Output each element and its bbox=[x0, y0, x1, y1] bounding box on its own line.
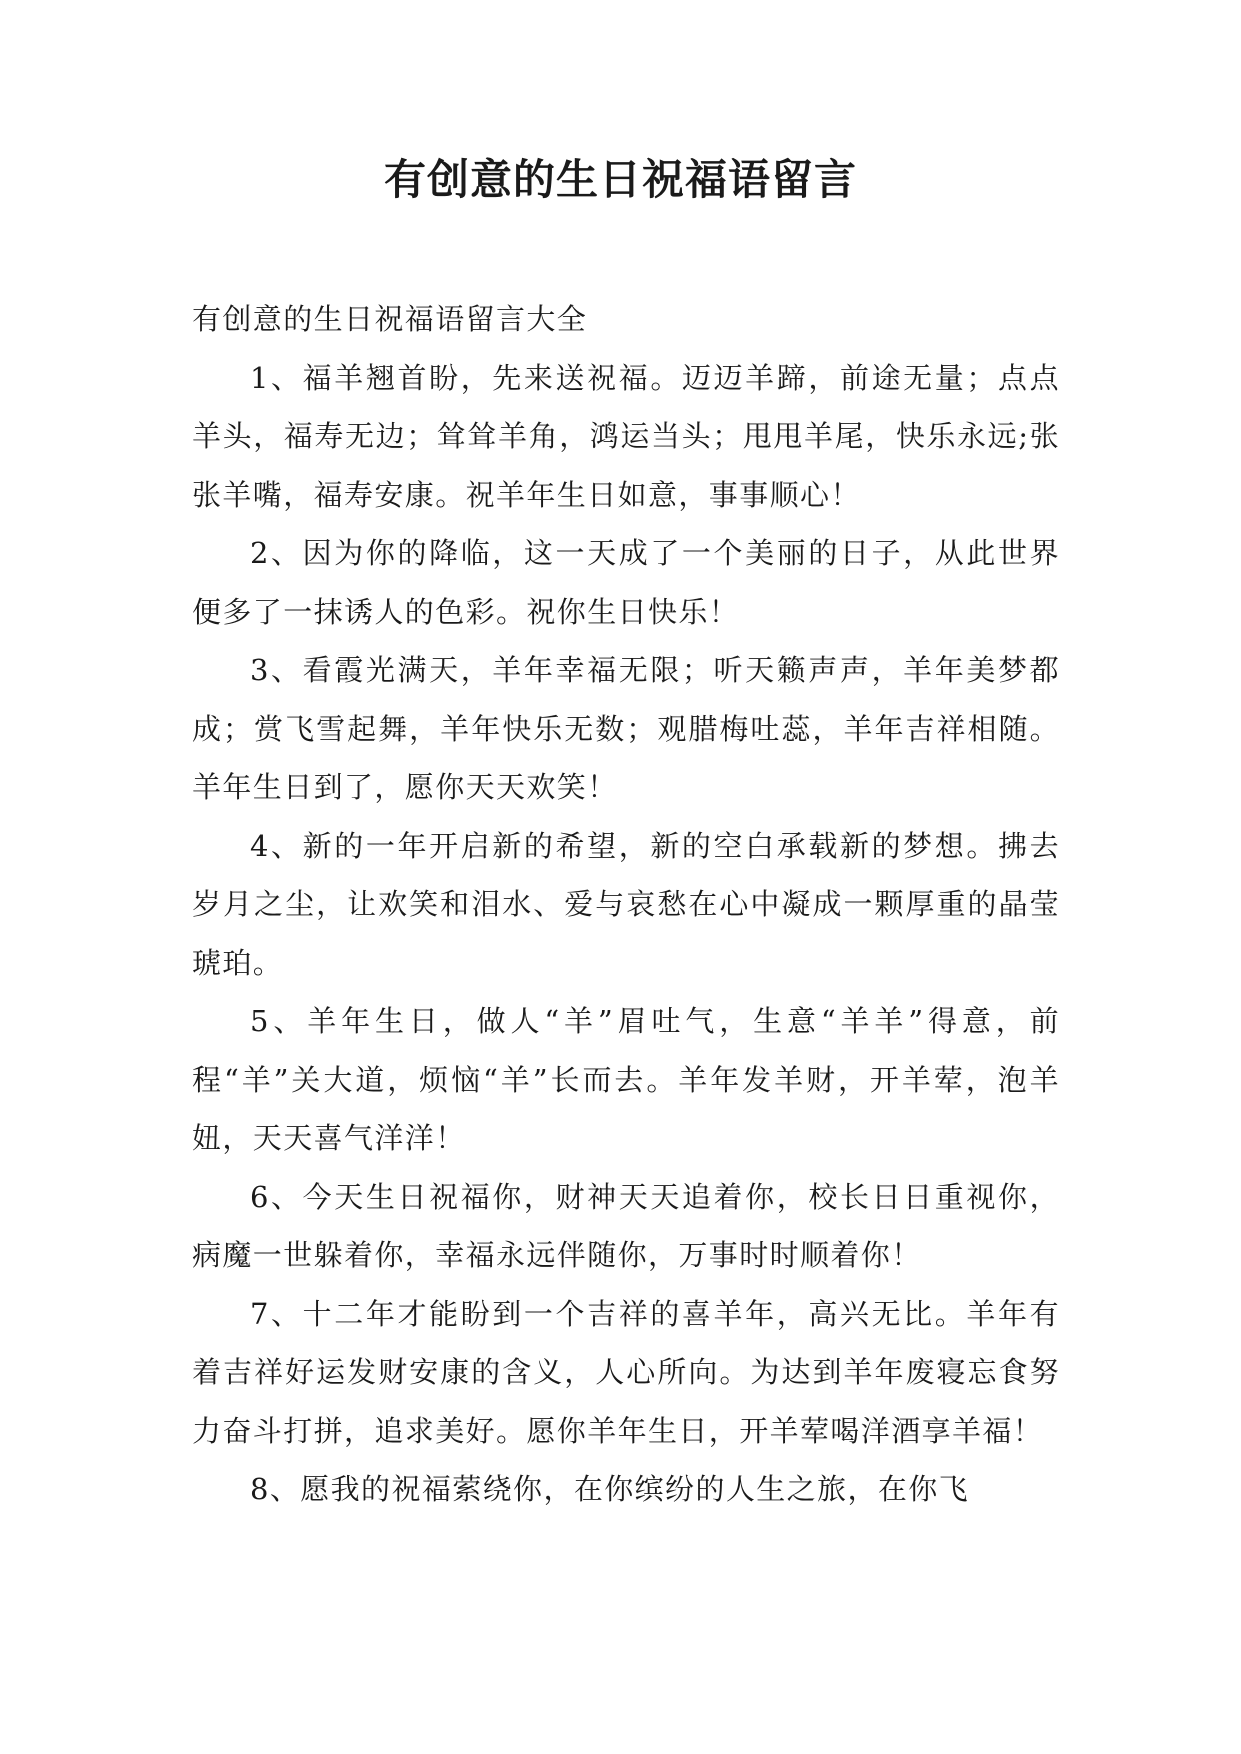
paragraph-1: 1、福羊翘首盼，先来送祝福。迈迈羊蹄，前途无量；点点羊头，福寿无边；耸耸羊角，鸿运当头；甩甩羊尾，快乐永远;张张羊嘴，福寿安康。祝羊年生日如意，事事顺心！ bbox=[192, 360, 1060, 512]
page-title: 有创意的生日祝福语留言 bbox=[383, 155, 857, 204]
paragraph-3: 3、看霞光满天，羊年幸福无限；听天籁声声，羊年美梦都成；赏飞雪起舞，羊年快乐无数；观腊梅吐蕊，羊年吉祥相随。羊年生日到了，愿你天天欢笑！ bbox=[192, 653, 1060, 804]
paragraph-6: 6、今天生日祝福你，财神天天追着你，校长日日重视你，病魔一世躲着你，幸福永远伴随你，万事时时顺着你！ bbox=[192, 1179, 1060, 1272]
paragraph-2: 2、因为你的降临，这一天成了一个美丽的日子，从此世界便多了一抹诱人的色彩。祝你生日快乐！ bbox=[192, 536, 1060, 629]
paragraph-8: 8、愿我的祝福萦绕你，在你缤纷的人生之旅，在你飞 bbox=[250, 1472, 970, 1506]
paragraph-5: 5、羊年生日，做人“羊”眉吐气，生意“羊羊”得意，前程“羊”关大道，烦恼“羊”长而去。羊年发羊财，开羊荤，泡羊妞，天天喜气洋洋！ bbox=[192, 1004, 1060, 1155]
document-body bbox=[192, 290, 1060, 1519]
paragraph-4: 4、新的一年开启新的希望，新的空白承载新的梦想。拂去岁月之尘，让欢笑和泪水、爱与哀愁在心中凝成一颗厚重的晶莹琥珀。 bbox=[192, 828, 1060, 980]
paragraph-7: 7、十二年才能盼到一个吉祥的喜羊年，高兴无比。羊年有着吉祥好运发财安康的含义，人心所向。为达到羊年废寝忘食努力奋斗打拼，追求美好。愿你羊年生日，开羊荤喝洋酒享羊福！ bbox=[192, 1296, 1060, 1448]
document-subtitle: 有创意的生日祝福语留言大全 bbox=[192, 302, 588, 336]
